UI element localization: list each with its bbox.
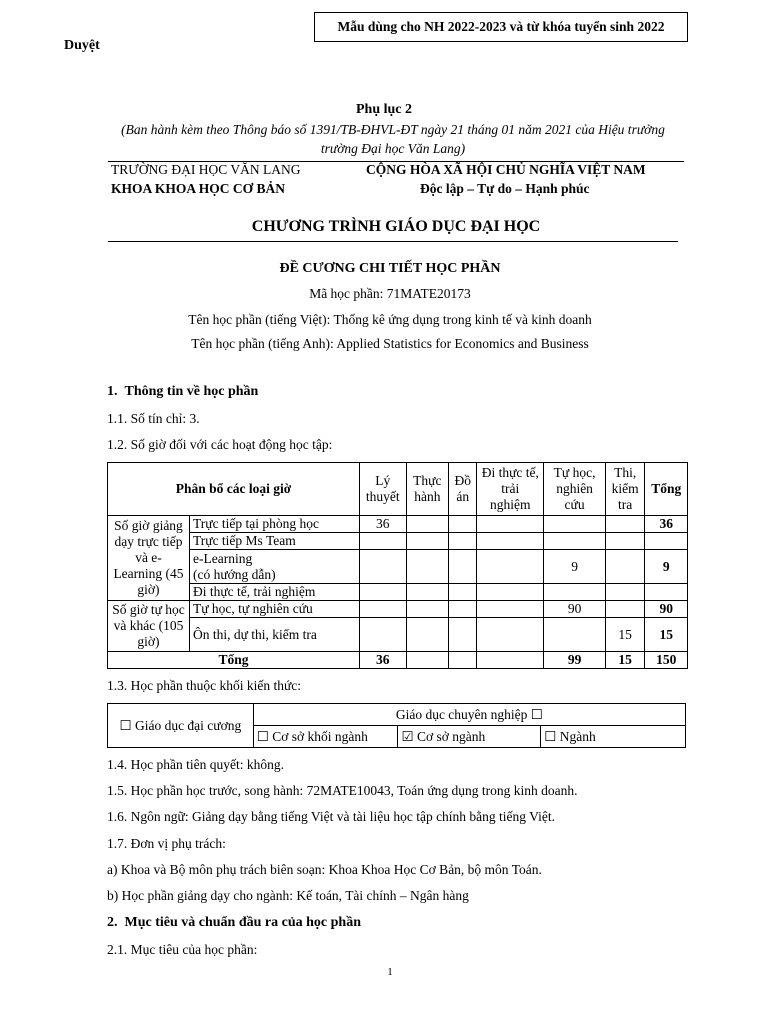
sum-theory: 36 [360,652,407,669]
approve-label: Duyệt [64,38,100,53]
section1-title: Thông tin về học phần [124,384,259,399]
syllabus-title: ĐỀ CƯƠNG CHI TIẾT HỌC PHẦN [279,261,501,276]
header-practice: Thực hành [406,463,449,516]
cell-exam [605,601,644,618]
header-selfstudy: Tự học, nghiên cứu [544,463,606,516]
section2-title: Mục tiêu và chuẩn đầu ra của học phần [124,915,361,930]
cell-exam [605,533,644,550]
program-title-rule [108,241,678,242]
row-label: e-Learning (có hướng dẫn) [189,550,359,584]
cell-total: 36 [645,516,688,533]
section1-heading [107,384,258,400]
item-1-2: 1.2. Số giờ đối với các hoạt động học tập: [107,437,333,452]
page-number: 1 [387,966,393,978]
item-1-7-a: a) Khoa và Bộ môn phụ trách biên soạn: Khoa Khoa Học Cơ Bản, bộ môn Toán. [107,862,542,877]
cell-exam [605,584,644,601]
cell-selfstudy [544,533,606,550]
appendix-title: Phụ lục 2 [355,102,412,117]
motto: Độc lập – Tự do – Hạnh phúc [420,181,590,196]
cell-total [645,584,688,601]
item-1-4: 1.4. Học phần tiên quyết: không. [107,757,284,772]
template-notice: Mẫu dùng cho NH 2022-2023 và từ khóa tuyển sinh 2022 [314,12,688,42]
cell-theory [360,533,407,550]
republic-name: CỘNG HÒA XÃ HỘI CHỦ NGHĨA VIỆT NAM [366,162,646,177]
cell-selfstudy [544,516,606,533]
group-direct-hours: Số giờ giảng dạy trực tiếp và e-Learning (45 giờ) [108,516,190,601]
knowledge-table [107,703,686,748]
cell-exam [605,516,644,533]
cell-selfstudy [544,618,606,652]
row-label: Trực tiếp Ms Team [189,533,359,550]
cell-theory [360,618,407,652]
course-name-vi: Tên học phần (tiếng Việt): Thống kê ứng dụng trong kinh tế và kinh doanh [188,312,592,327]
section2-number: 2. [107,915,118,930]
header-exam: Thi, kiểm tra [605,463,644,516]
cell-total: 9 [645,550,688,584]
cell-exam [605,550,644,584]
item-1-6: 1.6. Ngôn ngữ: Giảng dạy bằng tiếng Việt và tài liệu học tập chính bằng tiếng Việt. [107,809,555,824]
header-total: Tổng [645,463,688,516]
cell-theory: 36 [360,516,407,533]
group-selfstudy-hours: Số giờ tự học và khác (105 giờ) [108,601,190,652]
sum-total: 150 [645,652,688,669]
header-allocation: Phân bổ các loại giờ [108,463,360,516]
header-theory: Lý thuyết [360,463,407,516]
hours-table [107,462,688,669]
university-name: TRƯỜNG ĐẠI HỌC VĂN LANG [111,162,301,177]
course-code: Mã học phần: 71MATE20173 [309,286,471,301]
item-2-1: 2.1. Mục tiêu của học phần: [107,942,258,957]
cell-selfstudy [544,584,606,601]
cell-total [645,533,688,550]
knowledge-base-major: ☑ Cơ sở ngành [398,726,541,748]
item-1-3: 1.3. Học phần thuộc khối kiến thức: [107,678,302,693]
cell-total: 15 [645,618,688,652]
knowledge-professional: Giáo dục chuyên nghiệp ☐ [253,704,685,726]
item-1-7: 1.7. Đơn vị phụ trách: [107,836,226,851]
sum-label: Tổng [108,652,360,669]
item-1-1: 1.1. Số tín chỉ: 3. [107,411,200,426]
item-1-7-b: b) Học phần giảng dạy cho ngành: Kế toán, Tài chính – Ngân hàng [107,888,469,903]
header-project: Đồ án [449,463,477,516]
appendix-note-line2: trường Đại học Văn Lang) [320,141,466,156]
cell-theory [360,601,407,618]
faculty-name: KHOA KHOA HỌC CƠ BẢN [111,181,286,196]
knowledge-base-group: ☐ Cơ sở khối ngành [253,726,398,748]
section2-heading [107,915,361,931]
section1-number: 1. [107,384,118,399]
sum-selfstudy: 99 [544,652,606,669]
row-label: Trực tiếp tại phòng học [189,516,359,533]
row-label: Ôn thi, dự thi, kiểm tra [189,618,359,652]
cell-selfstudy: 9 [544,550,606,584]
sum-exam: 15 [605,652,644,669]
knowledge-major: ☐ Ngành [541,726,686,748]
program-title: CHƯƠNG TRÌNH GIÁO DỤC ĐẠI HỌC [251,218,541,235]
item-1-5: 1.5. Học phần học trước, song hành: 72MATE10043, Toán ứng dụng trong kinh doanh. [107,783,578,798]
row-label: Tự học, tự nghiên cứu [189,601,359,618]
row-label: Đi thực tế, trải nghiệm [189,584,359,601]
cell-exam: 15 [605,618,644,652]
cell-total: 90 [645,601,688,618]
header-field: Đi thực tế, trải nghiệm [477,463,544,516]
course-name-en: Tên học phần (tiếng Anh): Applied Statistics for Economics and Business [191,336,589,351]
cell-theory [360,550,407,584]
cell-theory [360,584,407,601]
cell-selfstudy: 90 [544,601,606,618]
knowledge-general: ☐ Giáo dục đại cương [108,704,254,748]
appendix-note-line1: (Ban hành kèm theo Thông báo số 1391/TB-ĐHVL-ĐT ngày 21 tháng 01 năm 2021 của Hiệu trưởng [121,122,665,137]
